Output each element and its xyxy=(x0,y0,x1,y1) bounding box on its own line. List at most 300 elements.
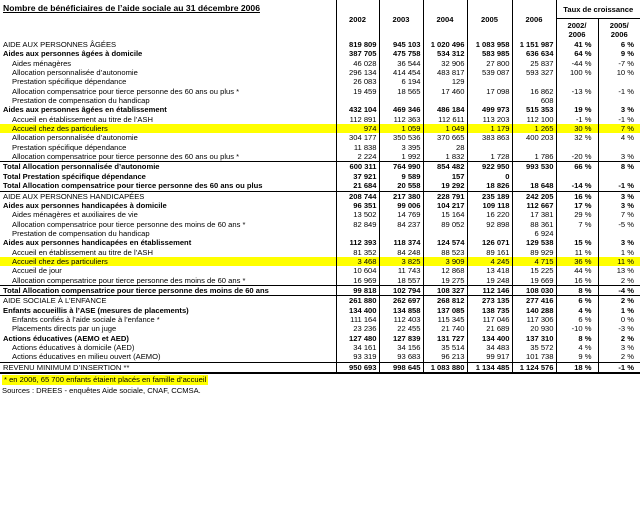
value-cell: 370 665 xyxy=(423,133,467,142)
value-cell: 515 353 xyxy=(512,105,556,114)
value-cell: 34 156 xyxy=(379,343,423,352)
value-cell xyxy=(379,96,423,105)
growth-cell: 3 % xyxy=(598,238,640,247)
value-cell: 118 374 xyxy=(379,238,423,247)
value-cell: 235 189 xyxy=(467,191,512,201)
row-label: Aides aux personnes âgées à domicile xyxy=(3,49,143,59)
row-label: AIDE AUX PERSONNES HANDICAPÉES xyxy=(0,191,336,201)
value-cell: 11 743 xyxy=(379,266,423,275)
value-cell: 15 225 xyxy=(512,266,556,275)
growth-cell: -14 % xyxy=(556,181,598,191)
value-cell: 35 572 xyxy=(512,343,556,352)
growth-cell: 4 % xyxy=(598,133,640,142)
table-row xyxy=(0,59,640,68)
value-cell: 84 237 xyxy=(379,220,423,229)
growth-cell: 4 % xyxy=(556,306,598,315)
row-label: Prestation spécifique dépendance xyxy=(12,77,127,87)
row-label: Aides ménagères xyxy=(12,58,72,68)
growth-cell xyxy=(598,229,640,238)
value-cell: 16 969 xyxy=(336,276,379,286)
footnote: * en 2006, 65 700 enfants étaient placés en famille d’accueil xyxy=(4,375,207,385)
value-cell xyxy=(467,96,512,105)
growth-cell: -13 % xyxy=(556,87,598,96)
row-label: Accueil de jour xyxy=(12,266,62,276)
value-cell: 922 950 xyxy=(467,162,512,172)
value-cell: 21 689 xyxy=(467,324,512,333)
row-label: Accueil chez des particuliers xyxy=(0,124,336,133)
value-cell: 89 052 xyxy=(423,220,467,229)
value-cell: 764 990 xyxy=(379,162,423,172)
growth-cell: 2 % xyxy=(598,296,640,306)
table-row xyxy=(0,257,640,266)
value-cell: 998 645 xyxy=(379,362,423,372)
value-cell: 600 311 xyxy=(336,162,379,172)
value-cell: 3 909 xyxy=(423,257,467,266)
row-label: Accueil en établissement au titre de l’ASH xyxy=(12,247,153,257)
col-growth-2005-2006: 2005/ 2006 xyxy=(598,19,640,41)
value-cell: 1 059 xyxy=(379,124,423,133)
growth-cell: 32 % xyxy=(556,133,598,142)
value-cell: 854 482 xyxy=(423,162,467,172)
growth-cell: 0 % xyxy=(598,315,640,324)
table-row xyxy=(0,306,640,315)
value-cell xyxy=(379,229,423,238)
value-cell: 134 858 xyxy=(379,306,423,315)
value-cell: 81 352 xyxy=(336,248,379,257)
row-label: REVENU MINIMUM D’INSERTION ** xyxy=(0,362,336,372)
row-label: Actions éducatives (AEMO et AED) xyxy=(3,333,129,343)
row-label: Enfants accueillis à l’ASE (mesures de placements) xyxy=(3,305,189,315)
row-label: Prestation de compensation du handicap xyxy=(12,228,150,238)
growth-cell: 30 % xyxy=(556,124,598,133)
growth-cell: -5 % xyxy=(598,220,640,229)
table-row xyxy=(0,362,640,372)
row-label: Allocation compensatrice pour tierce personne des moins de 60 ans * xyxy=(12,219,246,229)
value-cell: 23 236 xyxy=(336,324,379,333)
value-cell: 102 794 xyxy=(379,285,423,295)
growth-cell: 3 % xyxy=(598,343,640,352)
growth-cell: 66 % xyxy=(556,162,598,172)
value-cell: 1 786 xyxy=(512,152,556,162)
table-row xyxy=(0,162,640,172)
table-row xyxy=(0,296,640,306)
value-cell xyxy=(336,96,379,105)
row-label: Allocation compensatrice pour tierce personne des 60 ans ou plus * xyxy=(12,86,240,96)
growth-cell: 29 % xyxy=(556,210,598,219)
value-cell xyxy=(423,229,467,238)
growth-cell: 3 % xyxy=(598,201,640,210)
growth-cell: 16 % xyxy=(556,191,598,201)
growth-cell: -1 % xyxy=(598,87,640,96)
table-row xyxy=(0,77,640,86)
value-cell: 19 275 xyxy=(423,276,467,286)
col-year-2003: 2003 xyxy=(379,0,423,40)
value-cell: 82 849 xyxy=(336,220,379,229)
value-cell: 539 087 xyxy=(467,68,512,77)
value-cell xyxy=(512,172,556,181)
value-cell: 217 380 xyxy=(379,191,423,201)
value-cell: 1 832 xyxy=(423,152,467,162)
value-cell: 21 740 xyxy=(423,324,467,333)
table-row xyxy=(0,105,640,114)
table-row xyxy=(0,191,640,201)
growth-cell: 44 % xyxy=(556,266,598,275)
value-cell: 127 839 xyxy=(379,334,423,343)
value-cell: 3 395 xyxy=(379,143,423,152)
growth-cell: 16 % xyxy=(556,276,598,286)
value-cell: 112 363 xyxy=(379,115,423,124)
table-row xyxy=(0,124,640,133)
value-cell: 134 400 xyxy=(467,334,512,343)
value-cell: 1 020 496 xyxy=(423,40,467,49)
value-cell: 111 164 xyxy=(336,315,379,324)
growth-cell: 2 % xyxy=(598,334,640,343)
growth-cell: 1 % xyxy=(598,248,640,257)
growth-cell: -1 % xyxy=(556,115,598,124)
value-cell: 17 381 xyxy=(512,210,556,219)
row-label: Total Allocation compensatrice pour tierce personne des moins de 60 ans xyxy=(0,285,336,295)
row-label: Actions éducatives en milieu ouvert (AEMO) xyxy=(12,352,161,362)
value-cell: 127 480 xyxy=(336,334,379,343)
growth-cell: -44 % xyxy=(556,59,598,68)
growth-cell: 6 % xyxy=(556,296,598,306)
value-cell: 993 530 xyxy=(512,162,556,172)
value-cell: 157 xyxy=(423,172,467,181)
value-cell: 137 310 xyxy=(512,334,556,343)
value-cell: 84 248 xyxy=(379,248,423,257)
growth-cell xyxy=(598,172,640,181)
table-row xyxy=(0,143,640,152)
value-cell: 974 xyxy=(336,124,379,133)
value-cell: 387 705 xyxy=(336,49,379,58)
value-cell: 112 393 xyxy=(336,238,379,247)
growth-cell: 6 % xyxy=(556,315,598,324)
growth-cell xyxy=(556,96,598,105)
value-cell: 96 351 xyxy=(336,201,379,210)
table-row xyxy=(0,276,640,286)
value-cell: 19 292 xyxy=(423,181,467,191)
row-label: AIDE AUX PERSONNES ÂGÉES xyxy=(3,40,117,49)
value-cell: 112 891 xyxy=(336,115,379,124)
value-cell: 113 203 xyxy=(467,115,512,124)
value-cell: 469 346 xyxy=(379,105,423,114)
value-cell: 99 818 xyxy=(336,285,379,295)
value-cell: 16 220 xyxy=(467,210,512,219)
value-cell: 26 083 xyxy=(336,77,379,86)
value-cell: 96 213 xyxy=(423,352,467,362)
value-cell: 131 727 xyxy=(423,334,467,343)
growth-cell: 13 % xyxy=(598,266,640,275)
table-row xyxy=(0,220,640,229)
value-cell: 499 973 xyxy=(467,105,512,114)
row-label: Enfants confiés à l’aide sociale à l’enfance * xyxy=(12,314,160,324)
row-label: Prestation spécifique dépendance xyxy=(12,142,127,152)
value-cell: 117 306 xyxy=(512,315,556,324)
value-cell: 89 161 xyxy=(467,248,512,257)
growth-cell xyxy=(556,77,598,86)
growth-cell: -1 % xyxy=(598,115,640,124)
value-cell: 4 715 xyxy=(512,257,556,266)
growth-cell xyxy=(556,143,598,152)
value-cell: 1 083 880 xyxy=(423,362,467,372)
value-cell: 99 006 xyxy=(379,201,423,210)
value-cell: 486 184 xyxy=(423,105,467,114)
value-cell: 273 135 xyxy=(467,296,512,306)
value-cell: 1 728 xyxy=(467,152,512,162)
row-label: Total Allocation compensatrice pour tierce personne des 60 ans ou plus xyxy=(3,181,263,191)
growth-cell: 17 % xyxy=(556,201,598,210)
value-cell: 583 985 xyxy=(467,49,512,58)
value-cell: 35 514 xyxy=(423,343,467,352)
table-row xyxy=(0,87,640,96)
value-cell: 208 744 xyxy=(336,191,379,201)
value-cell: 277 416 xyxy=(512,296,556,306)
value-cell: 268 812 xyxy=(423,296,467,306)
row-label: Aides ménagères et auxiliaires de vie xyxy=(12,210,138,220)
growth-cell: 11 % xyxy=(598,257,640,266)
growth-cell: 10 % xyxy=(598,68,640,77)
value-cell xyxy=(512,143,556,152)
growth-cell: -1 % xyxy=(598,181,640,191)
value-cell: 93 319 xyxy=(336,352,379,362)
table-row xyxy=(0,315,640,324)
table-row xyxy=(0,248,640,257)
growth-cell: -1 % xyxy=(598,362,640,372)
value-cell: 0 xyxy=(467,172,512,181)
value-cell: 3 468 xyxy=(336,257,379,266)
value-cell: 22 455 xyxy=(379,324,423,333)
value-cell xyxy=(467,77,512,86)
row-label: Allocation personnalisée d’autonomie xyxy=(12,133,138,143)
value-cell: 13 502 xyxy=(336,210,379,219)
value-cell: 262 697 xyxy=(379,296,423,306)
row-label: Actions éducatives à domicile (AED) xyxy=(12,343,135,352)
value-cell: 1 083 958 xyxy=(467,40,512,49)
value-cell: 1 265 xyxy=(512,124,556,133)
growth-cell: 8 % xyxy=(598,162,640,172)
value-cell: 16 862 xyxy=(512,87,556,96)
value-cell: 46 028 xyxy=(336,59,379,68)
value-cell: 20 930 xyxy=(512,324,556,333)
growth-cell: 3 % xyxy=(598,152,640,162)
table-row xyxy=(0,115,640,124)
growth-cell: 15 % xyxy=(556,238,598,247)
value-cell: 89 929 xyxy=(512,248,556,257)
row-label: AIDE SOCIALE À L’ENFANCE xyxy=(0,296,336,306)
table-row xyxy=(0,133,640,142)
table-row xyxy=(0,49,640,58)
table-title: Nombre de bénéficiaires de l’aide sociale au 31 décembre 2006 xyxy=(3,3,260,13)
value-cell: 3 825 xyxy=(379,257,423,266)
value-cell: 6 924 xyxy=(512,229,556,238)
value-cell: 140 288 xyxy=(512,306,556,315)
value-cell: 137 085 xyxy=(423,306,467,315)
growth-cell: 100 % xyxy=(556,68,598,77)
table-row xyxy=(0,96,640,105)
growth-cell: -7 % xyxy=(598,59,640,68)
value-cell: 18 648 xyxy=(512,181,556,191)
value-cell: 950 693 xyxy=(336,362,379,372)
growth-cell xyxy=(598,96,640,105)
growth-cell: 3 % xyxy=(598,191,640,201)
value-cell: 20 558 xyxy=(379,181,423,191)
row-label: Prestation de compensation du handicap xyxy=(12,96,150,106)
table-row xyxy=(0,152,640,162)
growth-cell: -10 % xyxy=(556,324,598,333)
col-year-2005: 2005 xyxy=(467,0,512,40)
table-row xyxy=(0,266,640,275)
table-row xyxy=(0,210,640,219)
table-row xyxy=(0,201,640,210)
value-cell xyxy=(423,96,467,105)
col-growth-2002-2006: 2002/ 2006 xyxy=(556,19,598,41)
value-cell: 12 868 xyxy=(423,266,467,275)
growth-cell: -3 % xyxy=(598,324,640,333)
growth-cell: 2 % xyxy=(598,352,640,362)
value-cell: 108 327 xyxy=(423,285,467,295)
growth-cell: 8 % xyxy=(556,285,598,295)
table-row xyxy=(0,285,640,295)
growth-cell: 18 % xyxy=(556,362,598,372)
value-cell: 109 118 xyxy=(467,201,512,210)
table-row xyxy=(0,229,640,238)
value-cell: 2 224 xyxy=(336,152,379,162)
value-cell: 945 103 xyxy=(379,40,423,49)
value-cell: 1 151 987 xyxy=(512,40,556,49)
value-cell: 18 826 xyxy=(467,181,512,191)
table-row xyxy=(0,324,640,333)
growth-cell: 36 % xyxy=(556,257,598,266)
value-cell: 13 418 xyxy=(467,266,512,275)
value-cell: 4 245 xyxy=(467,257,512,266)
value-cell: 11 838 xyxy=(336,143,379,152)
growth-cell: -4 % xyxy=(598,285,640,295)
value-cell: 819 809 xyxy=(336,40,379,49)
growth-cell: 7 % xyxy=(598,210,640,219)
value-cell xyxy=(336,229,379,238)
value-cell: 17 098 xyxy=(467,87,512,96)
value-cell: 101 738 xyxy=(512,352,556,362)
value-cell: 99 917 xyxy=(467,352,512,362)
row-label: Accueil en établissement au titre de l’ASH xyxy=(12,114,153,124)
value-cell: 112 667 xyxy=(512,201,556,210)
value-cell: 92 898 xyxy=(467,220,512,229)
row-label: Allocation personnalisée d’autonomie xyxy=(12,68,138,78)
value-cell: 19 459 xyxy=(336,87,379,96)
table-header-row xyxy=(0,0,640,19)
sources: Sources : DREES - enquêtes Aide sociale, CNAF, CCMSA. xyxy=(2,386,201,396)
value-cell: 17 460 xyxy=(423,87,467,96)
value-cell: 117 046 xyxy=(467,315,512,324)
growth-cell xyxy=(556,229,598,238)
value-cell: 37 921 xyxy=(336,172,379,181)
table-row xyxy=(0,343,640,352)
value-cell: 414 454 xyxy=(379,68,423,77)
value-cell: 18 565 xyxy=(379,87,423,96)
value-cell: 93 683 xyxy=(379,352,423,362)
value-cell xyxy=(467,229,512,238)
value-cell: 383 863 xyxy=(467,133,512,142)
growth-cell: 9 % xyxy=(598,49,640,58)
value-cell: 636 634 xyxy=(512,49,556,58)
growth-cell: 11 % xyxy=(556,248,598,257)
row-label: Aides aux personnes handicapées en établissement xyxy=(3,238,192,248)
value-cell: 112 403 xyxy=(379,315,423,324)
value-cell: 534 312 xyxy=(423,49,467,58)
growth-cell: 1 % xyxy=(598,306,640,315)
row-label: Aides aux personnes âgées en établissement xyxy=(3,105,167,115)
row-label: Total Allocation personnalisée d’autonomie xyxy=(0,162,336,172)
growth-cell: 64 % xyxy=(556,49,598,58)
value-cell: 15 164 xyxy=(423,210,467,219)
value-cell: 608 xyxy=(512,96,556,105)
value-cell: 483 817 xyxy=(423,68,467,77)
table-row xyxy=(0,172,640,181)
col-year-2006: 2006 xyxy=(512,0,556,40)
growth-cell: 7 % xyxy=(598,124,640,133)
value-cell: 21 684 xyxy=(336,181,379,191)
row-label: Accueil chez des particuliers xyxy=(0,257,336,266)
value-cell: 1 049 xyxy=(423,124,467,133)
value-cell: 88 523 xyxy=(423,248,467,257)
value-cell: 10 604 xyxy=(336,266,379,275)
value-cell: 112 611 xyxy=(423,115,467,124)
value-cell: 36 544 xyxy=(379,59,423,68)
growth-cell xyxy=(556,172,598,181)
value-cell: 138 735 xyxy=(467,306,512,315)
value-cell: 32 906 xyxy=(423,59,467,68)
value-cell: 304 177 xyxy=(336,133,379,142)
value-cell: 124 574 xyxy=(423,238,467,247)
row-label: Allocation compensatrice pour tierce personne des moins de 60 ans * xyxy=(12,275,246,285)
value-cell: 14 769 xyxy=(379,210,423,219)
value-cell: 475 758 xyxy=(379,49,423,58)
value-cell: 350 536 xyxy=(379,133,423,142)
growth-cell xyxy=(598,143,640,152)
growth-cell: 9 % xyxy=(556,352,598,362)
row-label: Total Prestation spécifique dépendance xyxy=(3,171,146,181)
value-cell: 28 xyxy=(423,143,467,152)
value-cell: 593 327 xyxy=(512,68,556,77)
value-cell: 34 483 xyxy=(467,343,512,352)
value-cell: 126 071 xyxy=(467,238,512,247)
growth-cell xyxy=(598,77,640,86)
table-row xyxy=(0,181,640,191)
growth-cell: 19 % xyxy=(556,105,598,114)
value-cell: 432 104 xyxy=(336,105,379,114)
value-cell: 1 992 xyxy=(379,152,423,162)
value-cell: 1 179 xyxy=(467,124,512,133)
growth-cell: 3 % xyxy=(598,105,640,114)
growth-cell: 6 % xyxy=(598,40,640,49)
value-cell: 27 800 xyxy=(467,59,512,68)
col-year-2004: 2004 xyxy=(423,0,467,40)
value-cell xyxy=(467,143,512,152)
table-row xyxy=(0,334,640,343)
value-cell: 129 538 xyxy=(512,238,556,247)
value-cell: 228 791 xyxy=(423,191,467,201)
value-cell: 108 030 xyxy=(512,285,556,295)
value-cell: 1 124 576 xyxy=(512,362,556,372)
growth-cell: 2 % xyxy=(598,276,640,286)
value-cell: 112 100 xyxy=(512,115,556,124)
table-row xyxy=(0,40,640,49)
growth-cell: 8 % xyxy=(556,334,598,343)
table-row xyxy=(0,352,640,362)
growth-cell: 41 % xyxy=(556,40,598,49)
value-cell: 129 xyxy=(423,77,467,86)
row-label: Aides aux personnes handicapées à domicile xyxy=(3,200,167,210)
